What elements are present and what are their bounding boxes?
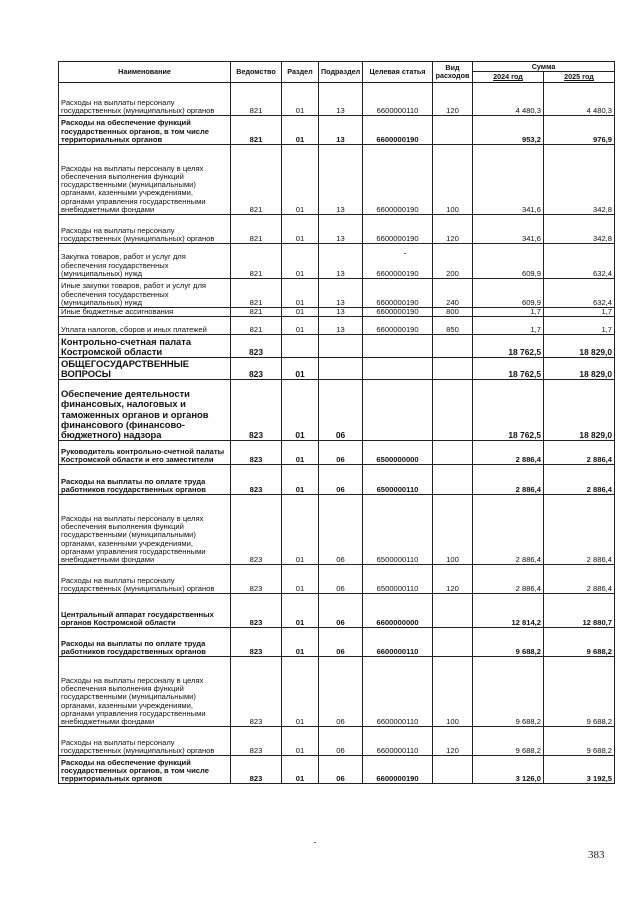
scan-speck: [404, 253, 406, 254]
table-row: [59, 116, 615, 145]
table-row: [59, 317, 615, 335]
cell-vedomstvo: 823: [231, 657, 282, 727]
cell-target: 6500000110: [363, 465, 433, 495]
cell-vedomstvo: 821: [231, 215, 282, 244]
cell-name: ОБЩЕГОСУДАРСТВЕННЫЕ ВОПРОСЫ: [59, 358, 231, 380]
cell-sum-2025: 9 688,2: [544, 657, 615, 727]
scan-speck: [314, 842, 316, 843]
cell-sum-2025: 1,7: [544, 317, 615, 335]
cell-name: Расходы на выплаты персоналу в целях обеспечения выполнения функций государственными (муниципальными) органами, казенными учреждениями, органами управления государственными внебюджетными фондами: [59, 657, 231, 727]
cell-sum-2025: 3 192,5: [544, 756, 615, 784]
cell-vedomstvo: 823: [231, 565, 282, 594]
cell-target: 6600000110: [363, 628, 433, 657]
cell-target: 6600000190: [363, 244, 433, 279]
cell-sum-2024: 2 886,4: [473, 441, 544, 465]
cell-podrazdel: 06: [319, 441, 363, 465]
cell-name: Расходы на обеспечение функций государственных органов, в том числе территориальных органов: [59, 756, 231, 784]
cell-name: Расходы на выплаты персоналу в целях обеспечения выполнения функций государственными (муниципальными) органами, казенными учреждениями, органами управления государственными внебюджетными фондами: [59, 145, 231, 215]
cell-sum-2025: 976,9: [544, 116, 615, 145]
cell-vedomstvo: 823: [231, 594, 282, 628]
cell-sum-2025: 18 829,0: [544, 358, 615, 380]
cell-sum-2024: 3 126,0: [473, 756, 544, 784]
cell-sum-2025: 1,7: [544, 308, 615, 317]
cell-vedomstvo: 823: [231, 628, 282, 657]
header-vedomstvo: Ведомство: [231, 62, 282, 83]
cell-vedomstvo: 823: [231, 495, 282, 565]
cell-sum-2025: 9 688,2: [544, 628, 615, 657]
cell-vedomstvo: 821: [231, 244, 282, 279]
cell-vedomstvo: 821: [231, 116, 282, 145]
cell-sum-2024: 4 480,3: [473, 83, 544, 116]
cell-name: Уплата налогов, сборов и иных платежей: [59, 317, 231, 335]
cell-vid: [433, 335, 473, 358]
cell-razdel: 01: [282, 465, 319, 495]
cell-vedomstvo: 821: [231, 308, 282, 317]
table-row: [59, 380, 615, 441]
table-row: [59, 628, 615, 657]
cell-razdel: 01: [282, 441, 319, 465]
cell-vid: 850: [433, 317, 473, 335]
cell-name: Обеспечение деятельности финансовых, налоговых и таможенных органов и органов финансового (финансово-бюджетного) надзора: [59, 380, 231, 441]
cell-target: [363, 358, 433, 380]
cell-target: [363, 335, 433, 358]
header-vid: Вид расходов: [433, 62, 473, 83]
table-row: [59, 83, 615, 116]
cell-podrazdel: 13: [319, 145, 363, 215]
table-row: [59, 335, 615, 358]
cell-razdel: 01: [282, 215, 319, 244]
cell-name: Расходы на выплаты персоналу государственных (муниципальных) органов: [59, 83, 231, 116]
cell-sum-2024: 18 762,5: [473, 380, 544, 441]
table-row: [59, 756, 615, 784]
cell-podrazdel: 06: [319, 727, 363, 756]
cell-vedomstvo: 823: [231, 756, 282, 784]
cell-sum-2025: 4 480,3: [544, 83, 615, 116]
table-row: [59, 727, 615, 756]
cell-sum-2025: 2 886,4: [544, 441, 615, 465]
cell-razdel: [282, 335, 319, 358]
page-number: 383: [588, 849, 605, 861]
cell-name: Центральный аппарат государственных органов Костромской области: [59, 594, 231, 628]
cell-target: 6600000190: [363, 116, 433, 145]
cell-vid: [433, 116, 473, 145]
cell-target: 6600000190: [363, 756, 433, 784]
cell-podrazdel: [319, 335, 363, 358]
cell-sum-2025: 632,4: [544, 244, 615, 279]
cell-razdel: 01: [282, 279, 319, 308]
cell-name: Контрольно-счетная палата Костромской области: [59, 335, 231, 358]
cell-name: Руководитель контрольно-счетной палаты Костромской области и его заместители: [59, 441, 231, 465]
cell-vid: [433, 380, 473, 441]
cell-sum-2025: 12 880,7: [544, 594, 615, 628]
table-row: [59, 215, 615, 244]
cell-vedomstvo: 821: [231, 83, 282, 116]
cell-sum-2024: 1,7: [473, 308, 544, 317]
cell-sum-2024: 18 762,5: [473, 358, 544, 380]
cell-sum-2024: 12 814,2: [473, 594, 544, 628]
cell-vedomstvo: 823: [231, 465, 282, 495]
cell-vedomstvo: 821: [231, 145, 282, 215]
cell-podrazdel: 06: [319, 495, 363, 565]
cell-razdel: 01: [282, 308, 319, 317]
cell-razdel: 01: [282, 495, 319, 565]
cell-target: 6600000000: [363, 594, 433, 628]
cell-sum-2024: 341,6: [473, 145, 544, 215]
cell-target: 6600000110: [363, 657, 433, 727]
cell-sum-2024: 609,9: [473, 244, 544, 279]
cell-vid: [433, 628, 473, 657]
cell-sum-2024: 2 886,4: [473, 465, 544, 495]
cell-vid: 240: [433, 279, 473, 308]
cell-vedomstvo: 823: [231, 441, 282, 465]
cell-vid: [433, 756, 473, 784]
cell-target: [363, 380, 433, 441]
table-row: [59, 358, 615, 380]
header-2025: 2025 год: [544, 72, 615, 83]
cell-podrazdel: 13: [319, 83, 363, 116]
cell-podrazdel: 13: [319, 317, 363, 335]
cell-vid: [433, 358, 473, 380]
cell-sum-2024: 609,9: [473, 279, 544, 308]
cell-name: Иные бюджетные ассигнования: [59, 308, 231, 317]
cell-vedomstvo: 821: [231, 317, 282, 335]
cell-sum-2025: 2 886,4: [544, 495, 615, 565]
cell-razdel: 01: [282, 565, 319, 594]
cell-vedomstvo: 823: [231, 335, 282, 358]
cell-vid: 120: [433, 215, 473, 244]
cell-sum-2025: 2 886,4: [544, 565, 615, 594]
cell-podrazdel: 13: [319, 116, 363, 145]
cell-name: Закупка товаров, работ и услуг для обеспечения государственных (муниципальных) нужд: [59, 244, 231, 279]
cell-sum-2024: 9 688,2: [473, 628, 544, 657]
table-row: [59, 441, 615, 465]
cell-razdel: 01: [282, 380, 319, 441]
cell-razdel: 01: [282, 727, 319, 756]
cell-vedomstvo: 821: [231, 279, 282, 308]
cell-podrazdel: 13: [319, 279, 363, 308]
cell-sum-2024: 2 886,4: [473, 565, 544, 594]
cell-razdel: 01: [282, 116, 319, 145]
table-row: [59, 565, 615, 594]
cell-sum-2025: 9 688,2: [544, 727, 615, 756]
cell-vid: [433, 441, 473, 465]
cell-target: 6600000190: [363, 317, 433, 335]
cell-name: Расходы на выплаты персоналу государственных (муниципальных) органов: [59, 215, 231, 244]
table-row: [59, 657, 615, 727]
cell-target: 6600000110: [363, 83, 433, 116]
cell-razdel: 01: [282, 358, 319, 380]
cell-vid: 100: [433, 145, 473, 215]
cell-sum-2025: 342,8: [544, 215, 615, 244]
cell-target: 6600000110: [363, 727, 433, 756]
header-podrazdel: Подраздел: [319, 62, 363, 83]
cell-name: Иные закупки товаров, работ и услуг для обеспечения государственных (муниципальных) нужд: [59, 279, 231, 308]
cell-razdel: 01: [282, 657, 319, 727]
cell-target: 6600000190: [363, 145, 433, 215]
cell-razdel: 01: [282, 756, 319, 784]
header-razdel: Раздел: [282, 62, 319, 83]
cell-sum-2025: 18 829,0: [544, 380, 615, 441]
header-2024: 2024 год: [473, 72, 544, 83]
cell-podrazdel: 13: [319, 244, 363, 279]
table-row: [59, 145, 615, 215]
cell-podrazdel: [319, 358, 363, 380]
table-row: [59, 465, 615, 495]
cell-podrazdel: 06: [319, 594, 363, 628]
table-row: [59, 308, 615, 317]
cell-vid: 100: [433, 657, 473, 727]
cell-sum-2024: 9 688,2: [473, 657, 544, 727]
cell-sum-2024: 18 762,5: [473, 335, 544, 358]
cell-vedomstvo: 823: [231, 380, 282, 441]
cell-target: 6500000000: [363, 441, 433, 465]
cell-vid: [433, 594, 473, 628]
cell-sum-2025: 342,8: [544, 145, 615, 215]
cell-vid: 120: [433, 727, 473, 756]
table-body: [59, 83, 615, 784]
cell-name: Расходы на выплаты по оплате труда работников государственных органов: [59, 465, 231, 495]
cell-sum-2024: 2 886,4: [473, 495, 544, 565]
cell-podrazdel: 06: [319, 565, 363, 594]
cell-vid: [433, 465, 473, 495]
cell-razdel: 01: [282, 628, 319, 657]
cell-sum-2025: 2 886,4: [544, 465, 615, 495]
cell-razdel: 01: [282, 83, 319, 116]
table-row: [59, 244, 615, 279]
cell-target: 6600000190: [363, 215, 433, 244]
cell-name: Расходы на выплаты персоналу государственных (муниципальных) органов: [59, 565, 231, 594]
budget-table: [58, 61, 615, 784]
table-row: [59, 594, 615, 628]
cell-vedomstvo: 823: [231, 358, 282, 380]
cell-podrazdel: 13: [319, 215, 363, 244]
cell-sum-2024: 9 688,2: [473, 727, 544, 756]
cell-razdel: 01: [282, 244, 319, 279]
cell-name: Расходы на выплаты персоналу государственных (муниципальных) органов: [59, 727, 231, 756]
cell-vid: 200: [433, 244, 473, 279]
cell-podrazdel: 06: [319, 380, 363, 441]
table-row: [59, 279, 615, 308]
cell-target: 6600000190: [363, 308, 433, 317]
cell-name: Расходы на обеспечение функций государственных органов, в том числе территориальных органов: [59, 116, 231, 145]
header-sum: Сумма: [473, 62, 615, 72]
header-name: Наименование: [59, 62, 231, 83]
cell-sum-2024: 1,7: [473, 317, 544, 335]
cell-razdel: 01: [282, 317, 319, 335]
cell-target: 6500000110: [363, 495, 433, 565]
cell-podrazdel: 06: [319, 465, 363, 495]
cell-podrazdel: 06: [319, 628, 363, 657]
table-row: [59, 495, 615, 565]
cell-sum-2025: 18 829,0: [544, 335, 615, 358]
cell-target: 6600000190: [363, 279, 433, 308]
cell-target: 6500000110: [363, 565, 433, 594]
cell-razdel: 01: [282, 145, 319, 215]
cell-sum-2024: 953,2: [473, 116, 544, 145]
cell-name: Расходы на выплаты персоналу в целях обеспечения выполнения функций государственными (муниципальными) органами, казенными учреждениями, органами управления государственными внебюджетными фондами: [59, 495, 231, 565]
cell-vid: 120: [433, 565, 473, 594]
cell-name: Расходы на выплаты по оплате труда работников государственных органов: [59, 628, 231, 657]
cell-podrazdel: 06: [319, 657, 363, 727]
cell-vedomstvo: 823: [231, 727, 282, 756]
cell-razdel: 01: [282, 594, 319, 628]
cell-vid: 100: [433, 495, 473, 565]
header-target: Целевая статья: [363, 62, 433, 83]
cell-podrazdel: 06: [319, 756, 363, 784]
cell-sum-2025: 632,4: [544, 279, 615, 308]
cell-sum-2024: 341,6: [473, 215, 544, 244]
cell-vid: 120: [433, 83, 473, 116]
cell-podrazdel: 13: [319, 308, 363, 317]
cell-vid: 800: [433, 308, 473, 317]
